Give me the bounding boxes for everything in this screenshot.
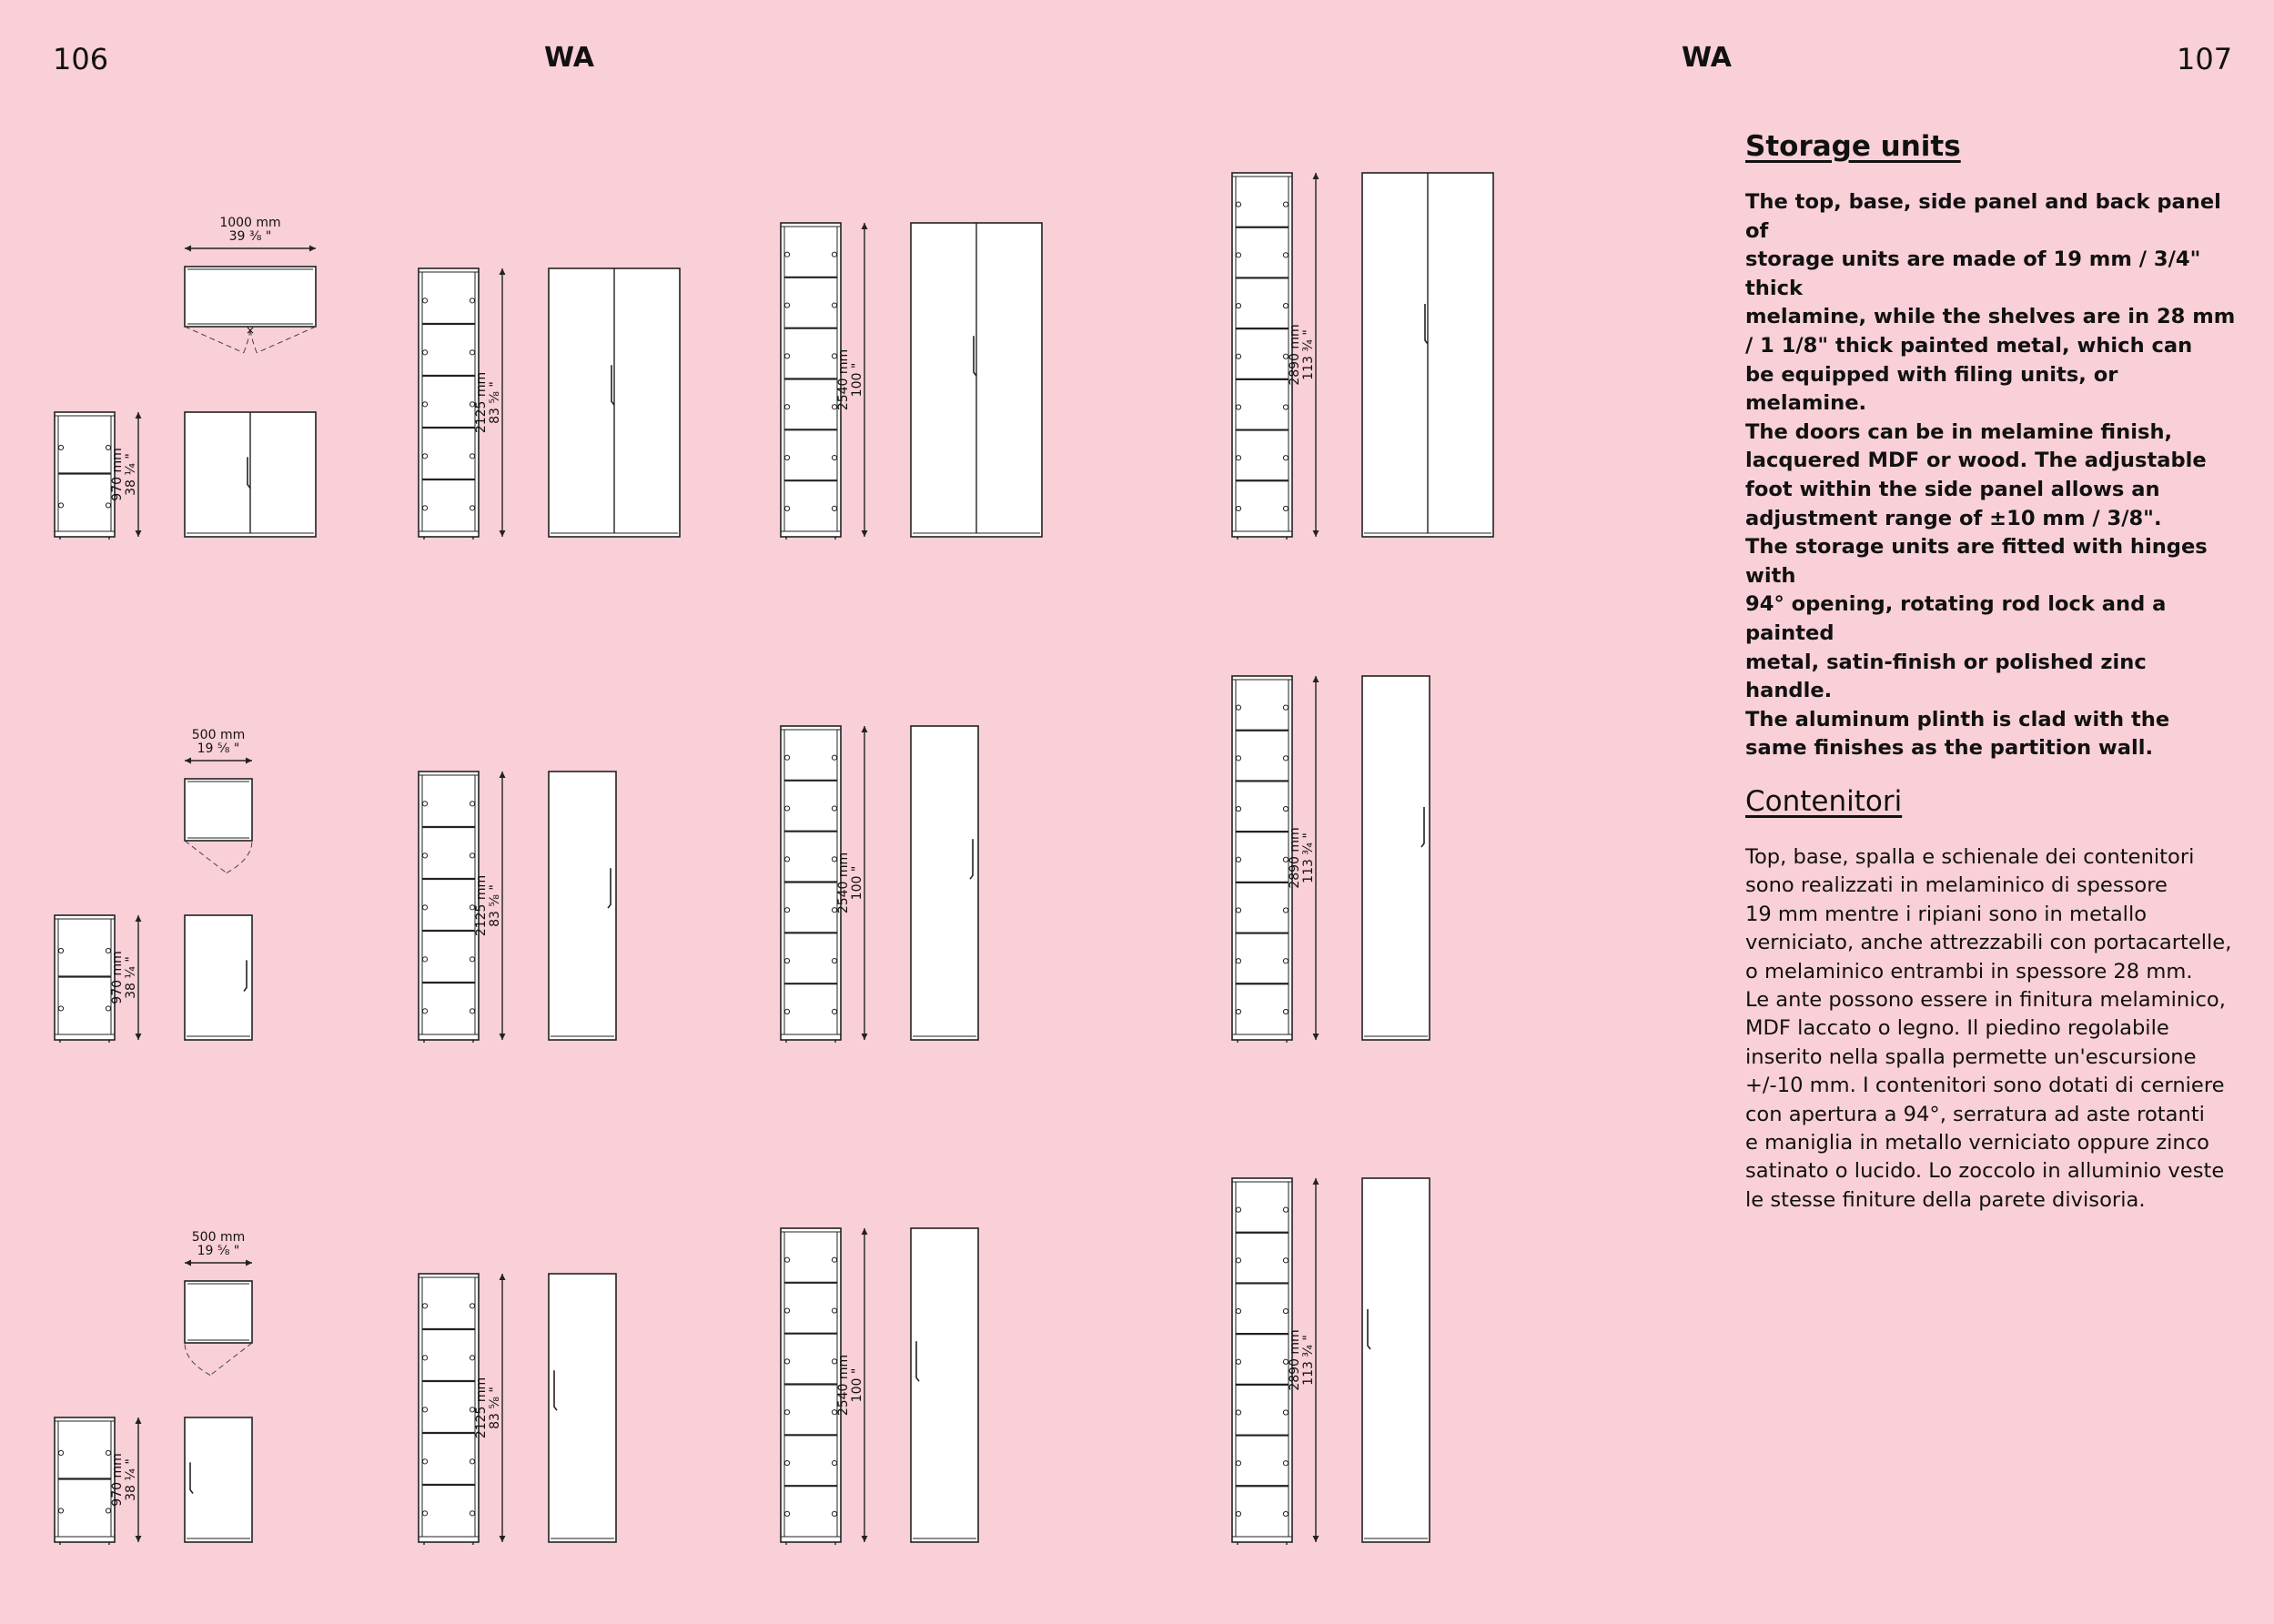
- dimension-arrowhead: [862, 1034, 868, 1040]
- plan-outline: [185, 267, 316, 327]
- cabinet-front-outline: [911, 726, 978, 1040]
- cabinet-front-view: [1362, 173, 1493, 537]
- cabinet-front-view: [549, 268, 680, 537]
- dimension-arrowhead: [136, 1034, 142, 1040]
- dimension-arrowhead: [246, 758, 252, 764]
- height-inch-label: 38 ¼ ": [124, 1458, 138, 1501]
- cabinet-front-outline: [911, 1228, 978, 1542]
- cabinet-front-outline: [1362, 1178, 1430, 1542]
- dimension-arrowhead: [1313, 1034, 1319, 1040]
- height-inch-label: 38 ¼ ": [124, 956, 138, 999]
- height-inch-label: 83 ⅝ ": [488, 381, 502, 424]
- width-dimension: [185, 728, 252, 764]
- cabinet-side-view: [419, 1274, 479, 1545]
- dimension-arrowhead: [185, 1260, 191, 1266]
- dimension-arrowhead: [500, 1536, 506, 1542]
- description-column: [1745, 130, 2237, 1215]
- storage-unit: [1232, 1178, 1430, 1545]
- section-body-it: Top, base, spalla e schienale dei contenitori sono realizzati in melaminico di spessore 19 mm mentre i ripiani sono in metallo verniciato, anche attrezzabili con portacartelle, o melaminico entrambi in spessore 28 mm. Le ante possono essere in finitura melaminico, MDF laccato o legno. Il piedino regolabile inserito nella spalla permette un'escursione +/-10 mm. I contenitori sono dotati di cerniere con apertura a 94°, serratura ad aste rotanti e maniglia in metallo verniciato oppure zinco satinato o lucido. Lo zoccolo in alluminio veste le stesse finiture della parete divisoria.: [1745, 844, 2232, 1212]
- height-mm-label: 2125 mm: [474, 371, 489, 434]
- storage-unit: [55, 1417, 252, 1545]
- cabinet-front-view: [1362, 676, 1430, 1040]
- section-title-en: Storage units: [1745, 130, 1961, 163]
- cabinet-front-view: [185, 412, 316, 537]
- cabinet-front-outline: [185, 915, 252, 1040]
- cabinet-side-view: [1232, 1178, 1292, 1545]
- storage-unit: [1232, 173, 1493, 540]
- cabinet-side-view: [1232, 173, 1292, 540]
- storage-unit: [781, 726, 978, 1043]
- height-inch-label: 83 ⅝ ": [488, 1387, 502, 1429]
- dimension-arrowhead: [862, 1228, 868, 1235]
- dimension-arrowhead: [136, 1536, 142, 1542]
- cabinet-plan-view: [185, 779, 252, 873]
- section-body-en: The top, base, side panel and back panel of storage units are made of 19 mm / 3/4" thick melamine, while the shelves are in 28 mm / 1 1/8" thick painted metal, which can be equipped with filing units, or melamine. The doors can be in melamine finish, lacquered MDF or wood. The adjustable foot within the side panel allows an adjustment range of ±10 mm / 3/8". The storage units are fitted with hinges with 94° opening, rotating rod lock and a painted metal, satin-finish or polished zinc handle. The aluminum plinth is clad with the same finishes as the partition wall.: [1745, 190, 2236, 761]
- dimension-arrowhead: [136, 1417, 142, 1424]
- width-inch-label: 19 ⅝ ": [197, 741, 240, 756]
- right-brand-title: WA: [1682, 42, 1732, 74]
- door-swing: [185, 327, 244, 353]
- drawing-row: [55, 173, 1493, 540]
- door-swing: [185, 1343, 210, 1376]
- dimension-arrowhead: [185, 246, 191, 252]
- dimension-arrowhead: [136, 915, 142, 922]
- width-mm-label: 500 mm: [191, 1230, 246, 1245]
- dimension-arrowhead: [1313, 1536, 1319, 1542]
- dimension-arrowhead: [309, 246, 316, 252]
- width-inch-label: 39 ⅜ ": [228, 229, 272, 244]
- dimension-arrowhead: [500, 1274, 506, 1280]
- height-mm-label: 970 mm: [110, 1453, 125, 1507]
- cabinet-front-outline: [549, 1274, 616, 1542]
- dimension-arrowhead: [500, 772, 506, 778]
- width-dimension: [185, 216, 316, 252]
- cabinet-side-view: [55, 1417, 115, 1545]
- door-swing: [227, 841, 252, 873]
- storage-unit: [781, 223, 1042, 540]
- height-inch-label: 113 ¾ ": [1301, 832, 1316, 883]
- cabinet-side-view: [419, 772, 479, 1043]
- cabinet-front-view: [911, 1228, 978, 1542]
- cabinet-side-view: [781, 726, 841, 1043]
- height-inch-label: 113 ¾ ": [1301, 1335, 1316, 1386]
- storage-unit: [55, 915, 252, 1043]
- cabinet-side-view: [781, 223, 841, 540]
- height-inch-label: 113 ¾ ": [1301, 329, 1316, 380]
- width-mm-label: 500 mm: [191, 728, 246, 742]
- cabinet-side-view: [55, 412, 115, 540]
- cabinet-plan-view: [185, 267, 316, 353]
- plan-outline: [185, 779, 252, 841]
- dimension-arrowhead: [185, 758, 191, 764]
- storage-unit: [781, 1228, 978, 1545]
- width-inch-label: 19 ⅝ ": [197, 1244, 240, 1258]
- cabinet-front-view: [911, 223, 1042, 537]
- height-mm-label: 2890 mm: [1288, 1329, 1302, 1391]
- door-meeting-mark: ×: [245, 324, 256, 337]
- height-mm-label: 2540 mm: [836, 1354, 851, 1417]
- dimension-arrowhead: [136, 530, 142, 537]
- cabinet-side-outline: [419, 1274, 479, 1542]
- height-inch-label: 83 ⅝ ": [488, 884, 502, 927]
- dimension-arrowhead: [246, 1260, 252, 1266]
- height-mm-label: 2125 mm: [474, 874, 489, 937]
- height-inch-label: 100 ": [850, 1367, 864, 1403]
- width-mm-label: 1000 mm: [219, 216, 281, 230]
- dimension-arrowhead: [862, 530, 868, 537]
- cabinet-side-view: [1232, 676, 1292, 1043]
- dimension-arrowhead: [1313, 676, 1319, 682]
- dimension-arrowhead: [1313, 1178, 1319, 1185]
- dimension-arrowhead: [862, 726, 868, 732]
- left-brand-title: WA: [544, 42, 594, 74]
- cabinet-front-view: [549, 772, 616, 1040]
- height-mm-label: 2540 mm: [836, 852, 851, 914]
- cabinet-front-view: [185, 915, 252, 1040]
- dimension-arrowhead: [500, 530, 506, 537]
- cabinet-side-outline: [419, 772, 479, 1040]
- cabinet-front-outline: [1362, 676, 1430, 1040]
- dimension-arrowhead: [862, 223, 868, 229]
- drawing-row: [55, 1178, 1430, 1545]
- storage-unit: [419, 772, 616, 1043]
- height-mm-label: 2890 mm: [1288, 827, 1302, 889]
- cabinet-front-outline: [185, 1417, 252, 1542]
- right-page-number: 107: [2177, 42, 2233, 76]
- dimension-arrowhead: [136, 412, 142, 419]
- height-inch-label: 100 ": [850, 362, 864, 398]
- cabinet-plan-view: [185, 1281, 252, 1376]
- cabinet-side-view: [419, 268, 479, 540]
- storage-unit: [419, 268, 680, 540]
- plan-outline: [185, 1281, 252, 1343]
- door-swing: [257, 327, 316, 353]
- drawing-row: [55, 676, 1430, 1043]
- height-inch-label: 38 ¼ ": [124, 453, 138, 496]
- storage-unit: [419, 1274, 616, 1545]
- dimension-arrowhead: [500, 1034, 506, 1040]
- cabinet-front-view: [1362, 1178, 1430, 1542]
- door-swing: [210, 1343, 252, 1376]
- height-mm-label: 2125 mm: [474, 1377, 489, 1439]
- section-title-it: Contenitori: [1745, 784, 1903, 818]
- height-mm-label: 970 mm: [110, 448, 125, 501]
- dimension-arrowhead: [1313, 530, 1319, 537]
- width-dimension: [185, 1230, 252, 1266]
- left-page-number: 106: [53, 42, 109, 76]
- storage-unit: [1232, 676, 1430, 1043]
- cabinet-front-view: [185, 1417, 252, 1542]
- storage-unit: [55, 412, 316, 540]
- cabinet-front-view: [911, 726, 978, 1040]
- dimension-arrowhead: [500, 268, 506, 275]
- cabinet-side-view: [55, 915, 115, 1043]
- cabinet-side-outline: [419, 268, 479, 537]
- cabinet-front-outline: [549, 772, 616, 1040]
- door-swing: [185, 841, 227, 873]
- cabinet-side-view: [781, 1228, 841, 1545]
- height-mm-label: 2890 mm: [1288, 324, 1302, 386]
- dimension-arrowhead: [1313, 173, 1319, 179]
- height-inch-label: 100 ": [850, 865, 864, 901]
- height-mm-label: 2540 mm: [836, 348, 851, 411]
- cabinet-front-view: [549, 1274, 616, 1542]
- dimension-arrowhead: [862, 1536, 868, 1542]
- height-mm-label: 970 mm: [110, 951, 125, 1004]
